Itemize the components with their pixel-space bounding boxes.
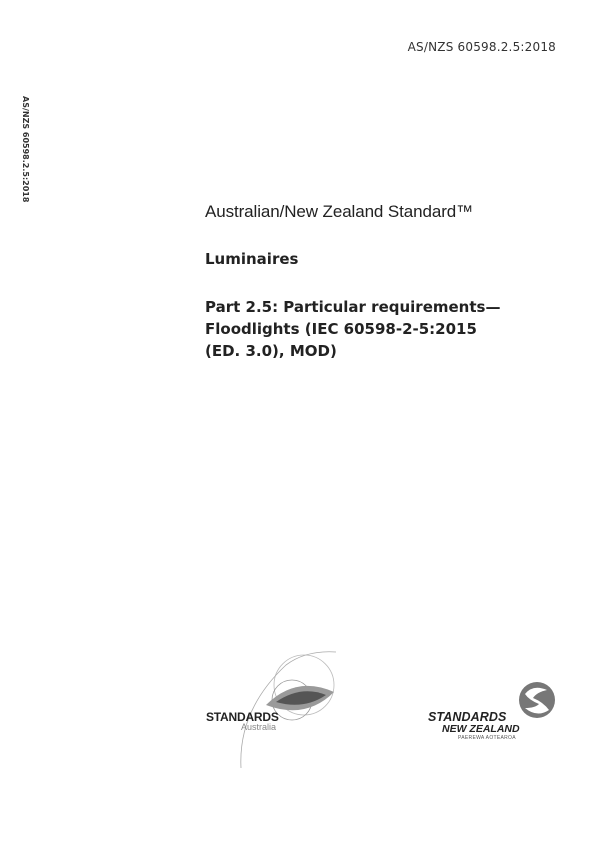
document-number: AS/NZS 60598.2.5:2018 xyxy=(407,40,556,54)
cover-title-block xyxy=(205,202,535,362)
standards-nz-logo xyxy=(425,680,565,740)
standard-series: Australian/New Zealand Standard™ xyxy=(205,202,474,221)
standards-nz-country: NEW ZEALAND xyxy=(442,723,520,735)
document-title: Luminaires xyxy=(205,250,299,268)
standards-australia-logo xyxy=(196,640,346,780)
standards-australia-sub: Australia xyxy=(241,722,277,732)
standards-nz-maori-name: PAEREWA AOTEAROA xyxy=(458,735,516,741)
standards-australia-name: STANDARDS xyxy=(206,710,279,724)
document-subtitle: Part 2.5: Particular requirements— Floodlights (IEC 60598-2-5:2015 (ED. 3.0), MOD) xyxy=(205,298,501,360)
standards-nz-name: STANDARDS xyxy=(428,710,507,724)
spine-label: AS/NZS 60598.2.5:2018 xyxy=(21,96,30,203)
